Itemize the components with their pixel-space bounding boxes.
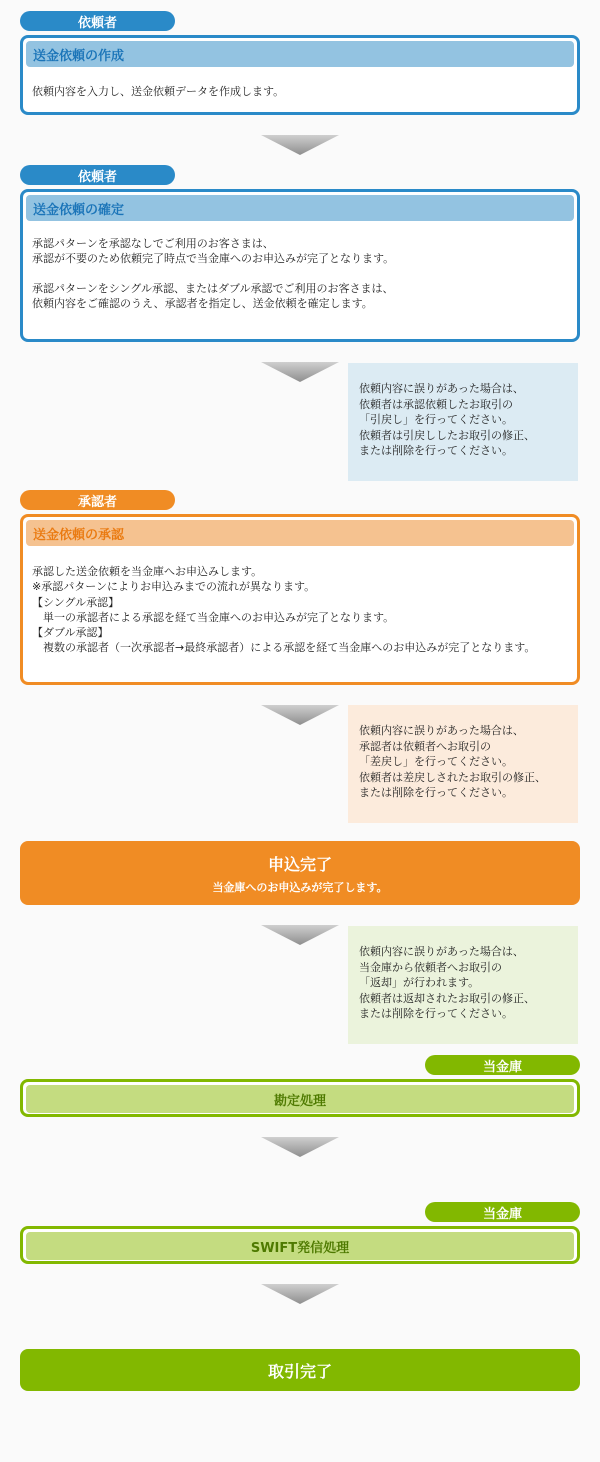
note-recall: 依頼内容に誤りがあった場合は、 依頼者は承認依頼したお取引の 「引戻し」を行ってください。 依頼者は引戻ししたお取引の修正、 または削除を行ってください。 bbox=[348, 363, 578, 481]
role-label-requester: 依頼者 bbox=[20, 165, 175, 185]
step-description: 承認した送金依頼を当金庫へお申込みします。 ※承認パターンによりお申込みまでの流れが異なります。 【シングル承認】 単一の承認者による承認を経て当金庫へのお申込みが完了となります。 【ダブル承認】 複数の承認者（一次承認者→最終承認者）による承認を経て当金庫へのお申込みが完了となります。 bbox=[32, 565, 536, 655]
step-title: 送金依頼の確定 bbox=[26, 195, 574, 221]
step-description: 承認パターンを承認なしでご利用のお客さまは、 承認が不要のため依頼完了時点で当金庫へのお申込みが完了となります。 承認パターンをシングル承認、またはダブル承認でご利用のお客さまは、 依頼内容をご確認のうえ、承認者を指定し、送金依頼を確定します。 bbox=[32, 237, 395, 310]
transaction-complete-banner bbox=[20, 1349, 580, 1391]
flow-arrow-icon bbox=[261, 362, 339, 382]
flow-arrow-icon bbox=[261, 135, 339, 155]
application-complete-banner bbox=[20, 841, 580, 905]
flow-arrow-icon bbox=[261, 925, 339, 945]
flow-arrow-icon bbox=[261, 1284, 339, 1304]
flow-arrow-icon bbox=[261, 705, 339, 725]
step-accounting-process bbox=[20, 1079, 580, 1117]
banner-title: 取引完了 bbox=[267, 1361, 332, 1381]
role-label-requester: 依頼者 bbox=[20, 11, 175, 31]
step-create-request bbox=[20, 35, 580, 115]
role-label-approver: 承認者 bbox=[20, 490, 175, 510]
step-approve-request bbox=[20, 514, 580, 685]
note-sendback: 依頼内容に誤りがあった場合は、 承認者は依頼者へお取引の 「差戻し」を行ってください。 依頼者は差戻しされたお取引の修正、 または削除を行ってください。 bbox=[348, 705, 578, 823]
step-swift-process bbox=[20, 1226, 580, 1264]
banner-title: 申込完了 bbox=[267, 854, 332, 874]
step-title: 勘定処理 bbox=[26, 1085, 574, 1113]
note-return: 依頼内容に誤りがあった場合は、 当金庫から依頼者へお取引の 「返却」が行われます。 依頼者は返却されたお取引の修正、 または削除を行ってください。 bbox=[348, 926, 578, 1044]
step-description: 依頼内容を入力し、送金依頼データを作成します。 bbox=[32, 85, 285, 98]
banner-subtitle: 当金庫へのお申込みが完了します。 bbox=[212, 880, 388, 894]
role-label-bank: 当金庫 bbox=[425, 1055, 580, 1075]
step-title: 送金依頼の承認 bbox=[26, 520, 574, 546]
role-label-bank: 当金庫 bbox=[425, 1202, 580, 1222]
step-title: SWIFT発信処理 bbox=[26, 1232, 574, 1260]
flow-arrow-icon bbox=[261, 1137, 339, 1157]
step-title: 送金依頼の作成 bbox=[26, 41, 574, 67]
step-confirm-request bbox=[20, 189, 580, 342]
